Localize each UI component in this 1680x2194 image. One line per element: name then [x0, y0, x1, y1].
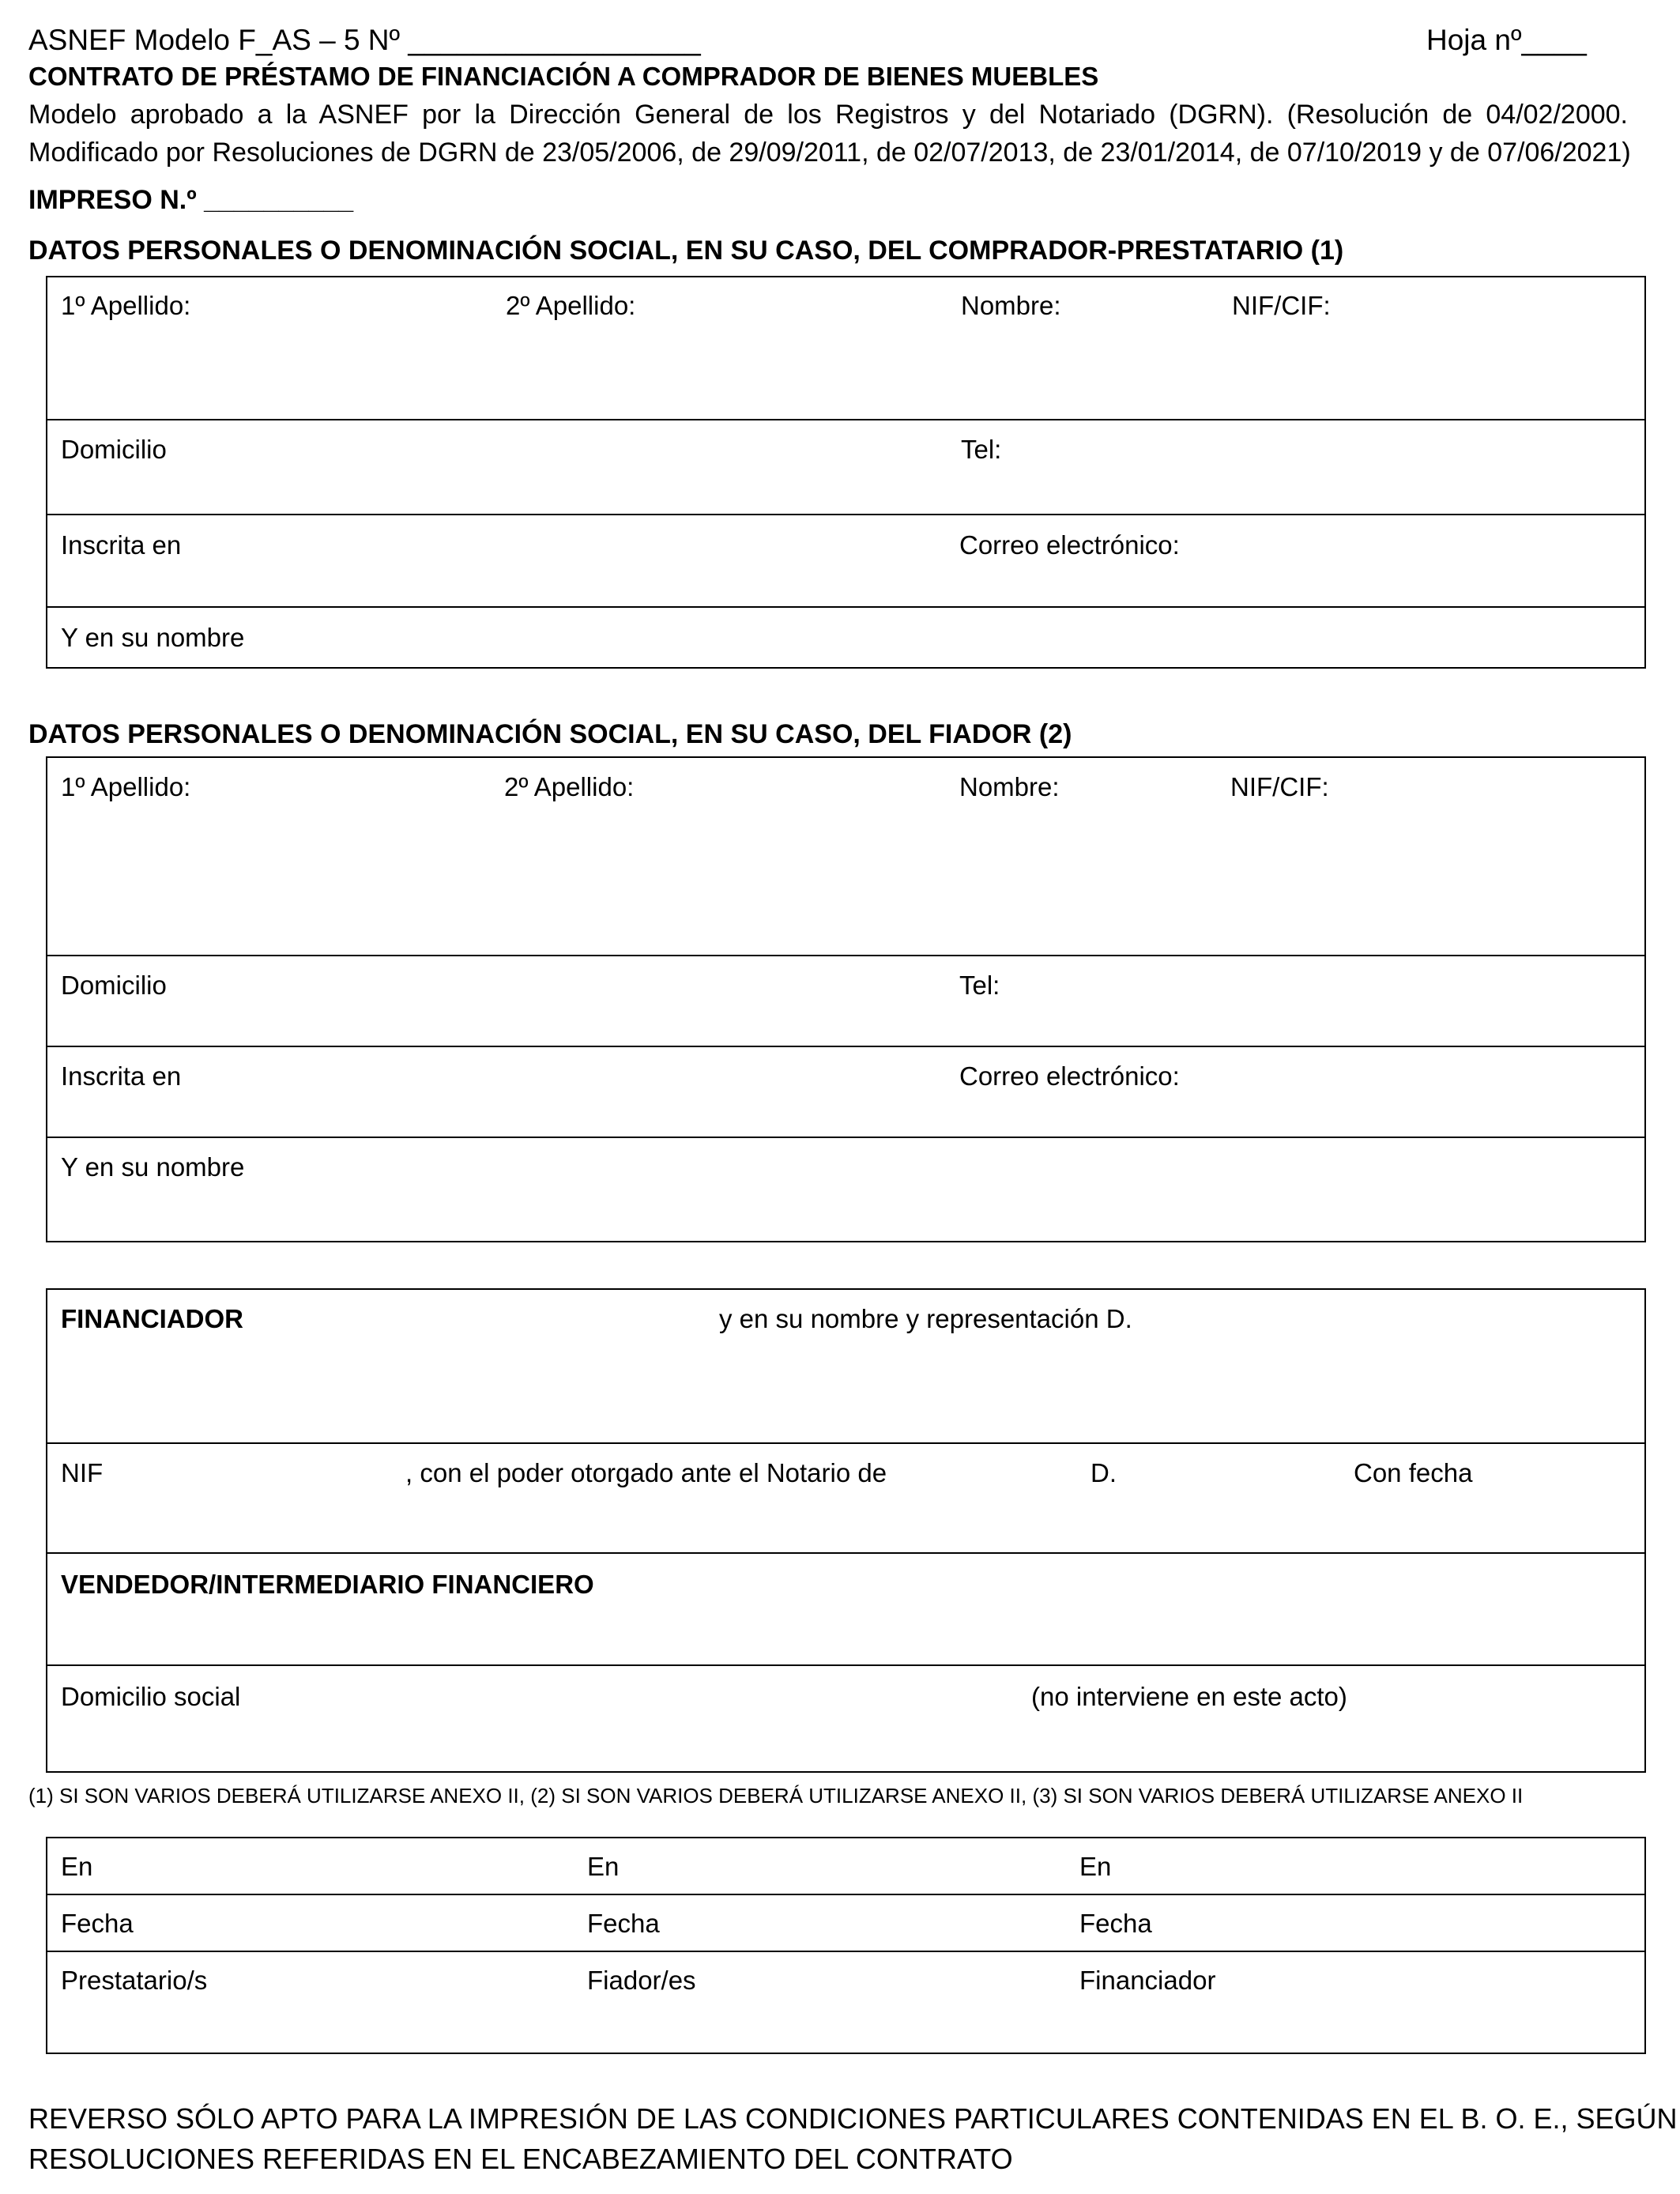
- borrower-domicilio-label: Domicilio: [61, 435, 167, 464]
- borrower-nif-label: NIF/CIF:: [1232, 291, 1331, 320]
- borrower-apellido1-label: 1º Apellido:: [61, 291, 191, 320]
- model-number-line: ASNEF Modelo F_AS – 5 Nº __________________: [28, 24, 701, 56]
- financier-label: FINANCIADOR: [61, 1304, 243, 1333]
- divider: [46, 606, 1646, 608]
- sign-en-fiador: En: [587, 1852, 620, 1881]
- borrower-box: [46, 276, 1646, 669]
- sign-en-prestatario: En: [61, 1852, 93, 1881]
- contract-title: CONTRATO DE PRÉSTAMO DE FINANCIACIÓN A COMPRADOR DE BIENES MUEBLES: [28, 62, 1099, 91]
- divider: [46, 1894, 1646, 1895]
- financier-con-fecha-label: Con fecha: [1354, 1458, 1473, 1487]
- divider: [46, 419, 1646, 420]
- borrower-nombre-label: Nombre:: [961, 291, 1061, 320]
- financier-representation-label: y en su nombre y representación D.: [719, 1304, 1132, 1333]
- divider: [46, 1664, 1646, 1666]
- financier-d-label: D.: [1090, 1458, 1117, 1487]
- sign-fiador-label: Fiador/es: [587, 1966, 696, 1995]
- divider: [46, 1137, 1646, 1138]
- guarantor-correo-label: Correo electrónico:: [959, 1061, 1180, 1091]
- guarantor-apellido1-label: 1º Apellido:: [61, 772, 191, 801]
- guarantor-apellido2-label: 2º Apellido:: [504, 772, 635, 801]
- divider: [46, 1442, 1646, 1444]
- guarantor-en-su-nombre-label: Y en su nombre: [61, 1152, 245, 1182]
- divider: [46, 955, 1646, 956]
- divider: [46, 1951, 1646, 1952]
- no-interviene-label: (no interviene en este acto): [1031, 1682, 1347, 1711]
- guarantor-section-title: DATOS PERSONALES O DENOMINACIÓN SOCIAL, EN SU CASO, DEL FIADOR (2): [28, 719, 1072, 749]
- vendor-label: VENDEDOR/INTERMEDIARIO FINANCIERO: [61, 1570, 594, 1599]
- sign-financiador-label: Financiador: [1079, 1966, 1216, 1995]
- divider: [46, 1552, 1646, 1554]
- guarantor-tel-label: Tel:: [959, 971, 1000, 1000]
- sign-fecha-fiador: Fecha: [587, 1909, 660, 1938]
- approval-line-2: Modificado por Resoluciones de DGRN de 23/05/2006, de 29/09/2011, de 02/07/2013, de 23/01/2014, de 07/10/2019 y de 07/06/2021): [28, 138, 1631, 168]
- borrower-section-title: DATOS PERSONALES O DENOMINACIÓN SOCIAL, EN SU CASO, DEL COMPRADOR-PRESTATARIO (1): [28, 236, 1344, 266]
- sign-fecha-prestatario: Fecha: [61, 1909, 134, 1938]
- guarantor-nif-label: NIF/CIF:: [1230, 772, 1329, 801]
- guarantor-domicilio-label: Domicilio: [61, 971, 167, 1000]
- borrower-apellido2-label: 2º Apellido:: [506, 291, 636, 320]
- financier-box: [46, 1288, 1646, 1773]
- sheet-number: Hoja nº____: [1426, 24, 1587, 56]
- sign-fecha-financiador: Fecha: [1079, 1909, 1152, 1938]
- financier-nif-label: NIF: [61, 1458, 104, 1487]
- footer-line-1: REVERSO SÓLO APTO PARA LA IMPRESIÓN DE LAS CONDICIONES PARTICULARES CONTENIDAS EN EL B. O. E., SEGÚN: [28, 2102, 1678, 2135]
- divider: [46, 514, 1646, 515]
- guarantor-nombre-label: Nombre:: [959, 772, 1060, 801]
- impreso-number: IMPRESO N.º __________: [28, 185, 354, 215]
- annex-note: (1) SI SON VARIOS DEBERÁ UTILIZARSE ANEXO II, (2) SI SON VARIOS DEBERÁ UTILIZARSE ANEXO II, (3) SI SON VARIOS DEBERÁ UTILIZARSE ANEXO II: [28, 1784, 1524, 1808]
- sign-en-financiador: En: [1079, 1852, 1112, 1881]
- guarantor-inscrita-label: Inscrita en: [61, 1061, 182, 1091]
- borrower-tel-label: Tel:: [961, 435, 1002, 464]
- footer-line-2: RESOLUCIONES REFERIDAS EN EL ENCABEZAMIENTO DEL CONTRATO: [28, 2143, 1013, 2175]
- guarantor-box: [46, 756, 1646, 1242]
- approval-line-1: Modelo aprobado a la ASNEF por la Dirección General de los Registros y del Notariado (DGRN). (Resolución de 04/02/2000.: [28, 100, 1628, 130]
- borrower-en-su-nombre-label: Y en su nombre: [61, 623, 245, 652]
- borrower-correo-label: Correo electrónico:: [959, 530, 1180, 560]
- signature-box: [46, 1837, 1646, 2054]
- sign-prestatario-label: Prestatario/s: [61, 1966, 208, 1995]
- domicilio-social-label: Domicilio social: [61, 1682, 241, 1711]
- divider: [46, 1046, 1646, 1047]
- borrower-inscrita-label: Inscrita en: [61, 530, 182, 560]
- financier-poder-label: , con el poder otorgado ante el Notario de: [405, 1458, 887, 1487]
